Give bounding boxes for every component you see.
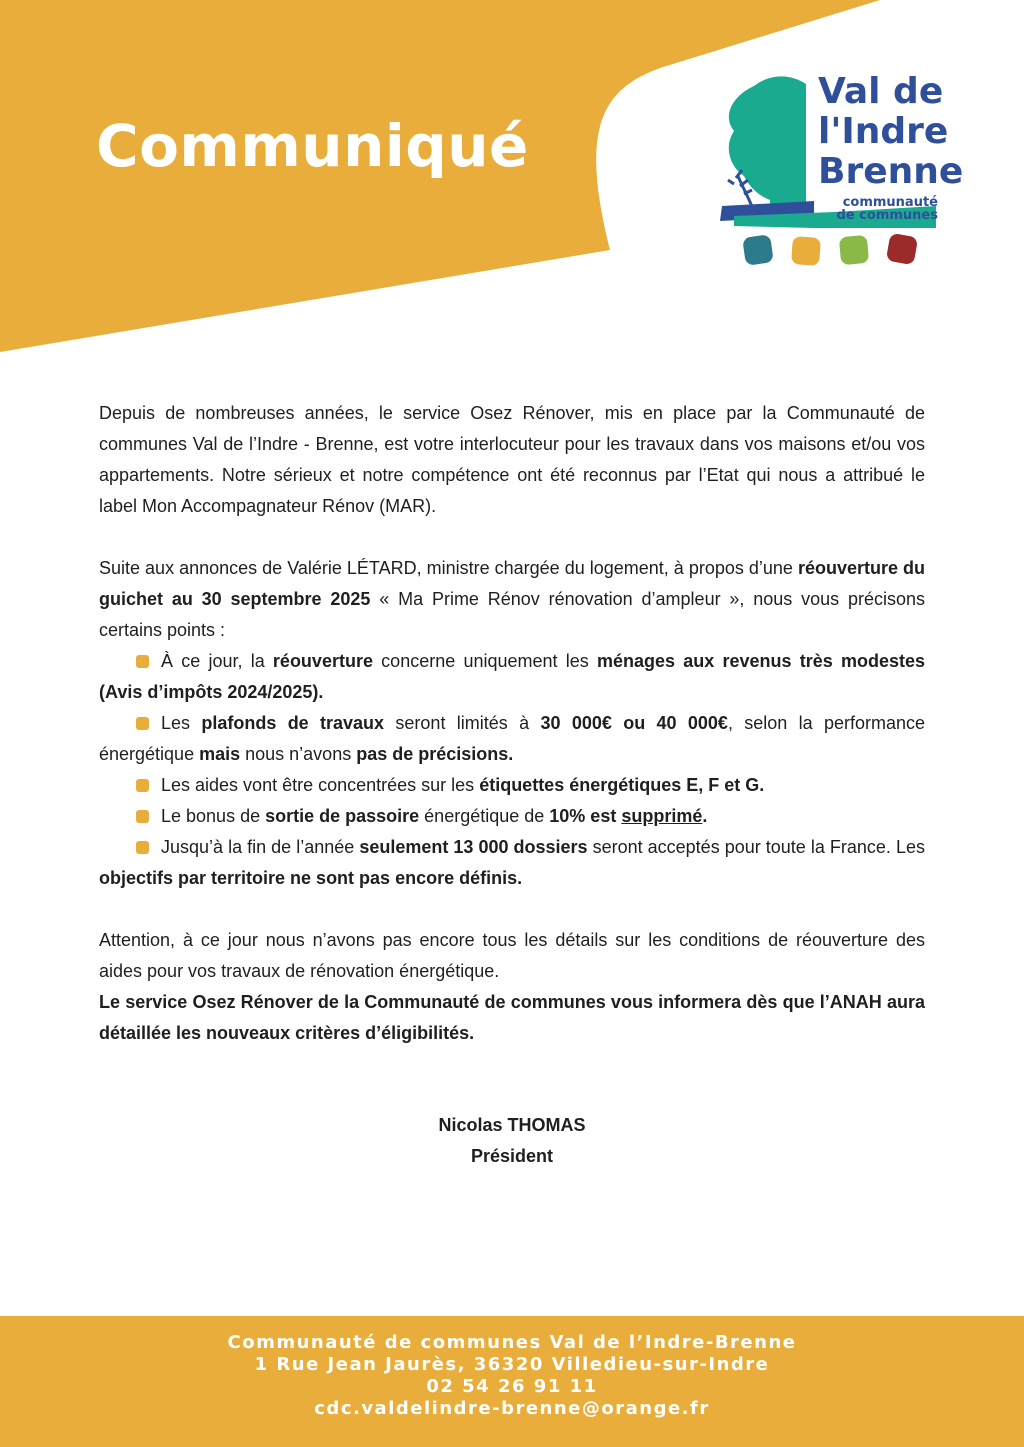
logo-subtitle [818, 196, 938, 222]
page-title: Communiqué [96, 112, 529, 180]
text-run: concerne uniquement les [372, 651, 597, 671]
text-run: énergétique de [419, 806, 550, 826]
footer-phone: 02 54 26 91 11 [426, 1376, 598, 1397]
text-run-bold: . [702, 806, 708, 826]
logo-line-2: l'Indre [818, 111, 949, 152]
text-run-bold: étiquettes énergétiques E, F et G. [479, 775, 765, 795]
signature-role: Président [470, 1146, 554, 1166]
footer-email: cdc.valdelindre-brenne@orange.fr [314, 1398, 710, 1419]
text-run-bold: Le service Osez Rénover de la Communauté de communes vous informera dès que l’ANAH aura détaillée les nouveaux critères d’éligibilités. [99, 992, 925, 1043]
text-run: , selon la performance énergétique [99, 713, 926, 764]
text-run-bold: réouverture du guichet au 30 septembre 2025 [99, 558, 925, 609]
text-run-bold: 30 000€ ou 40 000€ [540, 713, 728, 733]
text-run: À ce jour, la [161, 651, 273, 671]
text-run-bold-underline: supprimé [621, 806, 703, 826]
bullet-square-icon [136, 717, 149, 730]
bullet-square-icon [136, 655, 149, 668]
text-run: Les [161, 713, 202, 733]
text-run-bold: pas de précisions. [356, 744, 514, 764]
footer-address: 1 Rue Jean Jaurès, 36320 Villedieu-sur-Indre [254, 1354, 770, 1375]
text-run: Le bonus de [161, 806, 266, 826]
text-run-bold: 10% est [549, 806, 622, 826]
paragraph-conclusion [99, 987, 925, 1049]
text-run-bold: sortie de passoire [265, 806, 420, 826]
bullet-item-1 [99, 646, 925, 708]
logo-sub-1: communauté [842, 195, 938, 210]
logo-sub-2: de communes [836, 208, 938, 223]
logo-line-1: Val de [818, 71, 944, 112]
text-run: seront acceptés pour toute la France. Les [587, 837, 925, 857]
bullet-item-2 [99, 708, 925, 770]
text-run: Jusqu’à la fin de l’année [161, 837, 360, 857]
text-run: « Ma Prime Rénov rénovation d’ampleur », nous vous précisons certains points : [99, 589, 925, 640]
signature-block [0, 1110, 1024, 1172]
text-run-bold: mais [199, 744, 241, 764]
bullet-square-icon [136, 779, 149, 792]
paragraph-intro: Depuis de nombreuses années, le service Osez Rénover, mis en place par la Communauté de communes Val de l’Indre - Brenne, est votre interlocuteur pour les travaux dans vos maisons et/ou vos appartements. Notre sérieux et notre compétence ont été reconnus par l’Etat qui nous a attribué le label Mon Accompagnateur Rénov (MAR). [99, 403, 925, 516]
footer [0, 1316, 1024, 1447]
text-run: Les aides vont être concentrées sur les [161, 775, 480, 795]
logo-name [818, 72, 963, 192]
bullet-item-3 [99, 770, 925, 801]
footer-organization: Communauté de communes Val de l’Indre-Brenne [227, 1332, 797, 1353]
text-run: seront limités à [384, 713, 541, 733]
bullet-item-4 [99, 801, 925, 832]
logo-line-3: Brenne [818, 151, 964, 192]
text-run-bold: plafonds de travaux [201, 713, 385, 733]
text-run: nous n’avons [240, 744, 357, 764]
signature-name: Nicolas THOMAS [438, 1115, 586, 1135]
paragraph-attention: Attention, à ce jour nous n’avons pas encore tous les détails sur les conditions de réouverture des aides pour vos travaux de rénovation énergétique. [99, 930, 925, 981]
text-run-bold: ménages aux revenus très modestes (Avis d’impôts 2024/2025). [99, 651, 925, 702]
text-run-bold: seulement 13 000 dossiers [359, 837, 588, 857]
text-run-bold: objectifs par territoire ne sont pas encore définis. [99, 868, 523, 888]
text-run-bold: réouverture [272, 651, 373, 671]
letter-body [99, 398, 925, 1049]
bullet-square-icon [136, 810, 149, 823]
paragraph-announcement [99, 553, 925, 646]
text-run: Suite aux annonces de Valérie LÉTARD, ministre chargée du logement, à propos d’une [99, 558, 798, 578]
bullet-item-5 [99, 832, 925, 894]
bullet-square-icon [136, 841, 149, 854]
